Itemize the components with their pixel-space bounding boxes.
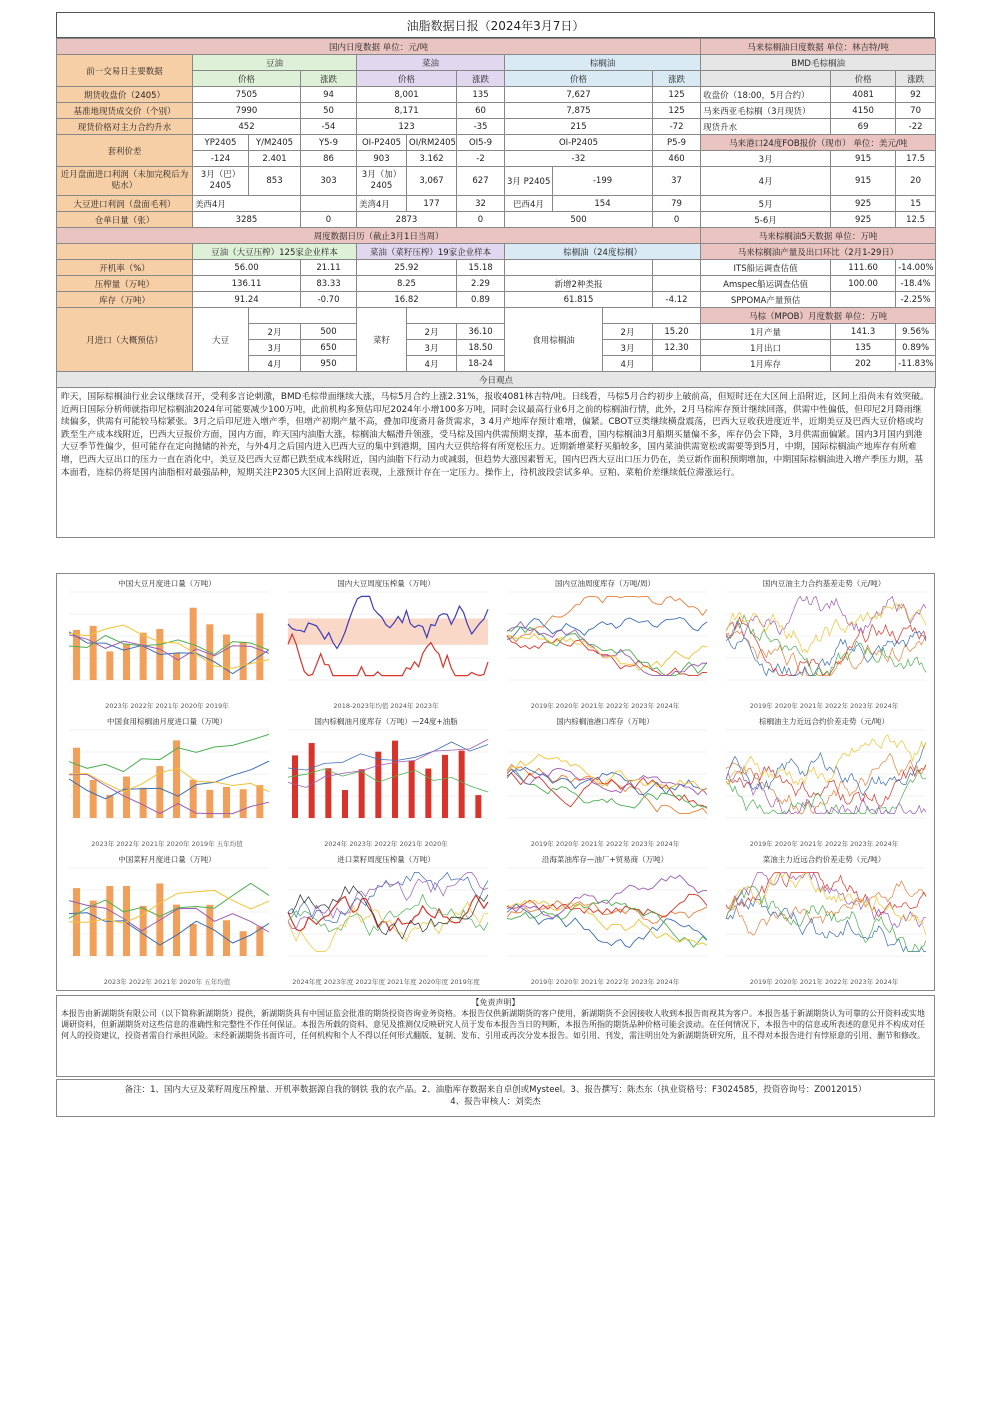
- fob-row-price: 915: [831, 151, 896, 167]
- palm-basis: 7,875: [505, 103, 653, 119]
- fob-row-label: 5月: [701, 196, 831, 212]
- bar: [206, 905, 213, 956]
- disclaimer: [56, 995, 935, 1077]
- chart-legend: 2023年 2022年 2021年 2020年 五年均值: [103, 978, 231, 986]
- export-row-v2: -14.00%: [896, 260, 936, 276]
- weekly-row-label: 压榨量（万吨）: [57, 276, 193, 292]
- soy-spread-val: 86: [301, 151, 357, 167]
- weekly-soy-chg: -0.70: [301, 292, 357, 308]
- rape-basis: 8,171: [357, 103, 457, 119]
- import-soy-val: 950: [301, 356, 357, 372]
- bar: [173, 740, 180, 818]
- palm-spread-name: P5-9: [653, 135, 701, 151]
- report-title: 油脂数据日报（2024年3月7日）: [56, 12, 935, 38]
- series-line: [726, 604, 926, 653]
- chart-panel: [278, 852, 494, 988]
- rape-profit-month: 3月（加）2405: [357, 167, 407, 196]
- weekly-rape-chg: 0.89: [457, 292, 505, 308]
- chart-legend: 2024年 2023年 2022年 2021年 2020年: [324, 840, 448, 848]
- chart-title: 中国菜籽月度进口量（万吨）: [118, 855, 216, 864]
- rape-futures: 8,001: [357, 87, 457, 103]
- fob-row-price: 925: [831, 196, 896, 212]
- malaysia-header: 马来棕榈油日度数据 单位：林吉特/吨: [701, 39, 936, 55]
- soy-profit-month: 3月（巴）2405: [193, 167, 249, 196]
- bar: [90, 780, 97, 818]
- series-line: [507, 618, 707, 640]
- weekly-rape-val: 8.25: [357, 276, 457, 292]
- bar: [342, 790, 348, 818]
- import-label: 月进口（大概预估）: [57, 308, 193, 372]
- weekly-header: 周度数据日历（截止3月1日当周）: [57, 228, 701, 244]
- chart-plot: [497, 588, 711, 692]
- chart-panel: [497, 576, 713, 712]
- import-rape-val: 18.50: [457, 340, 505, 356]
- weekly-soy-chg: 21.11: [301, 260, 357, 276]
- fob-header: 马来港口24度FOB报价（现市） 单位：美元/吨: [701, 135, 936, 151]
- weekly-blank: [57, 244, 193, 260]
- bmd-row-label: 马来西亚毛棕榈（3月现货）: [701, 103, 831, 119]
- chart-title: 沿海菜油库存—油厂+贸易商（万吨）: [541, 855, 669, 864]
- weekly-palm-val: 新增2种类报: [505, 276, 653, 292]
- bar: [73, 748, 80, 818]
- mpob-row-v2: -11.83%: [896, 356, 936, 372]
- export-row-label: Amspec船运调查估值: [701, 276, 831, 292]
- rape-futures-chg: 135: [457, 87, 505, 103]
- weekly-row-label: 开机率（%）: [57, 260, 193, 276]
- palm-spot: 215: [505, 119, 653, 135]
- prev-day-label: 前一交易日主要数据: [57, 55, 193, 87]
- palm-bean-val: 154: [553, 196, 653, 212]
- soy-warehouse: 3285: [193, 212, 301, 228]
- chart-title: 中国大豆月度进口量（万吨）: [118, 579, 216, 588]
- chart-title: 国内豆油主力合约基差走势（元/吨）: [762, 579, 886, 588]
- chart-panel: [716, 852, 932, 988]
- chart-legend: 2019年 2020年 2021年 2022年 2023年 2024年: [749, 840, 899, 848]
- bmd-row-label: 现货升水: [701, 119, 831, 135]
- bmd-row-price: 4150: [831, 103, 896, 119]
- weekly-palm-chg: [653, 260, 701, 276]
- series-line: [726, 765, 926, 806]
- bmd-price-col: 价格: [831, 71, 896, 87]
- rape-spot: 123: [357, 119, 457, 135]
- rape-header: 菜油: [357, 55, 505, 71]
- weekly-palm-val: 61.815: [505, 292, 653, 308]
- weekly-rape-val: 16.82: [357, 292, 457, 308]
- mpob-row-v1: 135: [831, 340, 896, 356]
- palm-spread-val: 460: [653, 151, 701, 167]
- soy-spread-name: Y/M2405: [249, 135, 301, 151]
- weekly-soy-header: 豆油（大豆压榨）125家企业样本: [193, 244, 357, 260]
- import-soy-name: 大豆: [193, 308, 249, 372]
- import-profit-label: 近月盘面进口利润（未加完税后为贴水）: [57, 167, 193, 196]
- import-rape-val: 36.10: [457, 324, 505, 340]
- mpob-row-v1: 202: [831, 356, 896, 372]
- bar: [240, 642, 247, 680]
- chart-plot: [497, 864, 711, 968]
- import-palm-month: 4月: [603, 356, 653, 372]
- soy-basis: 7990: [193, 103, 301, 119]
- series-line: [69, 635, 269, 660]
- palm-profit-val: -199: [553, 167, 653, 196]
- import-rape-month: 3月: [407, 340, 457, 356]
- mpob-row-label: 1月出口: [701, 340, 831, 356]
- notes-line-1: 备注：1、国内大豆及菜籽周度压榨量、开机率数据源自我的钢铁 我的农产品。2、油脂库存数据来自卓创或Mysteel。3、报告撰写：陈杰东（执业资格号：F3024585，投资咨询号：Z0012015）: [124, 1085, 867, 1095]
- chart-title: 菜油主力近远合约价差走势（元/吨）: [762, 855, 886, 864]
- futures-close-label: 期货收盘价（2405）: [57, 87, 193, 103]
- bar: [292, 755, 298, 818]
- import-soy-month: 4月: [249, 356, 301, 372]
- chart-legend: 2019年 2020年 2021年 2022年 2023年 2024年: [530, 702, 680, 710]
- fob-row-label: 5-6月: [701, 212, 831, 228]
- chart-plot: [497, 726, 711, 830]
- weekly-soy-val: 91.24: [193, 292, 301, 308]
- soy-warehouse-chg: 0: [301, 212, 357, 228]
- rape-spread-val: -2: [457, 151, 505, 167]
- chart-panel: [497, 852, 713, 988]
- chart-panel: [278, 714, 494, 850]
- export-row-label: ITS船运调查估值: [701, 260, 831, 276]
- import-rape-month: 2月: [407, 324, 457, 340]
- export-row-label: SPPOMA产量预估: [701, 292, 831, 308]
- soy-bean-chg: [301, 196, 357, 212]
- disclaimer-title: 【免责声明】: [471, 998, 520, 1007]
- notes: [56, 1079, 935, 1117]
- bar: [240, 789, 247, 818]
- soy-spot: 452: [193, 119, 301, 135]
- bar: [106, 651, 113, 680]
- bar: [190, 924, 197, 956]
- fob-row-price: 915: [831, 167, 896, 196]
- series-line: [69, 883, 269, 918]
- chart-plot: [716, 726, 930, 830]
- chart-panel: [59, 576, 275, 712]
- series-line: [69, 768, 269, 791]
- bar: [475, 795, 481, 818]
- import-rape-val: 18-24: [457, 356, 505, 372]
- palm-futures: 7,627: [505, 87, 653, 103]
- import-rape-month: 4月: [407, 356, 457, 372]
- weekly-palm-header: 棕榈油（24度棕榈）: [505, 244, 701, 260]
- bar: [140, 633, 147, 680]
- chart-title: 棕榈油主力近远合约价差走势（元/吨）: [758, 717, 890, 726]
- export-header: 马来棕榈油5天数据 单位：万吨: [701, 228, 936, 244]
- series-line: [69, 632, 269, 674]
- import-rape-name: 菜籽: [357, 308, 407, 372]
- chart-legend: 2019年 2020年 2021年 2022年 2023年 2024年: [530, 840, 680, 848]
- palm-bean-chg: 79: [653, 196, 701, 212]
- spread-label: 套利价差: [57, 135, 193, 167]
- series-line: [288, 872, 488, 928]
- market-commentary: 昨天，国际棕榈油行业会议继续召开，受利多言论刺激，BMD毛棕带面继续大涨，马棕5月合约上涨2.31%，报收4081林吉特/吨。日线看，马棕5月合约初步上破前高，但短时还在大区间上沿附近，区间上沿尚未有效突破。近两日国际分析师就指印尼棕榈油2024年可能要减少100万吨，此前机构多预估印尼2024年小增100多万吨，同时会议最高行业6月之前的棕榈油行情，此外，2月马棕库存预计继续回落，供需中性偏低，但印尼2月降雨继续偏多，供需有可能较马棕紧张。3月之后印尼进入增产季，但增产初期产量不高，叠加印度斋月备货需求，3 4月产地库存预计难增，偏紧。CBOT豆类继续横盘震荡，巴西大豆收获进度近半，近期美豆及巴西大豆价格或均跌至生产成本线附近，巴西大豆报价方面，国内方面，昨天国内油脂大涨，棕榈油大幅滑升领涨，受马棕及国内供需预期支撑，基本面看，国内棕榈油3月船期买量偏不多，库存仍会下降，3月供需面偏紧。国内3月国内到港大豆季节性偏少，但可能存在定向抛储的补充，与外4月之后国内进入巴西大豆的集中到港期，国内大豆供给将有所宽松压力。近期新增菜籽买船较多，国内菜油供需宽松或需要等到5月，中期，国际棕榈油产地库存有所难增，巴西大豆出口的压力一直在消化中，美豆及巴西大豆都已跌至成本线附近，国内油脂下行动力或减弱，但趋势大涨因素暂无，国内巴西大豆出口压力仍在，美豆新作面积预期增加，中期国际棕榈油进入增产季压力期，基本面看，连棕仍将是国内油脂相对最强品种，短期关注P2305大区间上沿附近表现，上涨预计存在一定压力。操作上，待机波段尝试多单。豆粕、菜粕价差继续低位滞涨运行。: [56, 388, 935, 538]
- weekly-row-label: 库存（万吨）: [57, 292, 193, 308]
- palm-spread-name: OI-P2405: [505, 135, 653, 151]
- chart-panel: [716, 576, 932, 712]
- palm-warehouse-chg: 0: [653, 212, 701, 228]
- weekly-palm-chg: -4.12: [653, 292, 701, 308]
- export-row-v1: [831, 292, 896, 308]
- chart-plot: [716, 588, 930, 692]
- import-palm-name: 食用棕榈油: [505, 308, 603, 372]
- mpob-row-v2: 0.89%: [896, 340, 936, 356]
- series-line: [288, 895, 488, 936]
- soy-profit-chg: 303: [301, 167, 357, 196]
- soy-spread-val: 2.401: [249, 151, 301, 167]
- chart-title: 中国食用棕榈油月度进口量（万吨）: [107, 717, 227, 726]
- palm-bean-origin: 巴西4月: [505, 196, 553, 212]
- range-band: [288, 618, 488, 644]
- series-line: [507, 634, 707, 670]
- rape-profit-chg: 627: [457, 167, 505, 196]
- soy-change-col: 涨跌: [301, 71, 357, 87]
- warehouse-label: 仓单日量（张）: [57, 212, 193, 228]
- bar: [173, 905, 180, 956]
- rape-spread-name: OI5-9: [457, 135, 505, 151]
- soy-header: 豆油: [193, 55, 357, 71]
- fob-row-change: 12.5: [896, 212, 936, 228]
- series-line: [288, 872, 488, 922]
- chart-plot: [278, 864, 492, 968]
- bmd-row-label: 收盘价（18:00，5月合约）: [701, 87, 831, 103]
- palm-spot-chg: -72: [653, 119, 701, 135]
- bar: [459, 751, 465, 818]
- palm-warehouse: 500: [505, 212, 653, 228]
- chart-plot: [59, 588, 273, 692]
- chart-title: 国内棕榈油港口库存（万吨）: [556, 717, 654, 726]
- bar: [425, 769, 431, 818]
- rape-change-col: 涨跌: [457, 71, 505, 87]
- chart-plot: [278, 588, 492, 692]
- soy-spread-name: Y5-9: [301, 135, 357, 151]
- chart-title: 国内豆油周度库存（万吨/周）: [554, 579, 656, 588]
- chart-title: 进口菜籽周度压榨量（万吨）: [337, 855, 435, 864]
- mpob-row-label: 1月库存: [701, 356, 831, 372]
- chart-panel: [497, 714, 713, 850]
- spot-basis-label: 现货价格对主力合约升水: [57, 119, 193, 135]
- mpob-row-v1: 141.3: [831, 324, 896, 340]
- rape-spread-val: 903: [357, 151, 407, 167]
- mpob-row-label: 1月产量: [701, 324, 831, 340]
- rape-warehouse: 2873: [357, 212, 457, 228]
- series-line: [288, 886, 488, 939]
- fob-row-label: 4月: [701, 167, 831, 196]
- weekly-soy-val: 136.11: [193, 276, 301, 292]
- rape-bean-origin: 美湾4月: [357, 196, 407, 212]
- soy-basis-chg: 50: [301, 103, 357, 119]
- chart-plot: [278, 726, 492, 830]
- bmd-row-change: 70: [896, 103, 936, 119]
- soy-spot-chg: -54: [301, 119, 357, 135]
- soy-futures: 7505: [193, 87, 301, 103]
- chart-panel: [59, 852, 275, 988]
- weekly-palm-val: [505, 260, 653, 276]
- chart-plot: [59, 864, 273, 968]
- palm-header: 棕榈油: [505, 55, 701, 71]
- rape-spread-name: OI-P2405: [357, 135, 407, 151]
- weekly-rape-header: 菜油（菜籽压榨）19家企业样本: [357, 244, 505, 260]
- chart-legend: 2024年度 2023年度 2022年度 2021年度 2020年度 2019年度: [292, 978, 480, 986]
- series-line: [288, 742, 488, 770]
- weekly-soy-val: 56.00: [193, 260, 301, 276]
- bmd-change-col: 涨跌: [896, 71, 936, 87]
- series-line: [726, 631, 926, 675]
- import-soy-val: 500: [301, 324, 357, 340]
- export-row-v2: -2.25%: [896, 292, 936, 308]
- series-line: [507, 626, 707, 675]
- fob-row-change: 20: [896, 167, 936, 196]
- palm-change-col: 涨跌: [653, 71, 701, 87]
- fob-row-label: 3月: [701, 151, 831, 167]
- import-palm-val: 15.20: [653, 324, 701, 340]
- soy-spread-val: -124: [193, 151, 249, 167]
- series-line: [726, 615, 926, 676]
- export-row-v1: 111.60: [831, 260, 896, 276]
- bar: [392, 741, 398, 818]
- soy-spread-name: YP2405: [193, 135, 249, 151]
- soy-futures-chg: 94: [301, 87, 357, 103]
- series-line: [726, 899, 926, 952]
- series-line: [69, 734, 269, 771]
- weekly-palm-chg: [653, 276, 701, 292]
- bar: [375, 752, 381, 818]
- chart-grid: [56, 573, 935, 991]
- import-soy-month: 3月: [249, 340, 301, 356]
- bar: [409, 761, 415, 818]
- rape-basis-chg: 60: [457, 103, 505, 119]
- soy-price-col: 价格: [193, 71, 301, 87]
- bar: [359, 769, 365, 818]
- palm-futures-chg: 125: [653, 87, 701, 103]
- series-line: [726, 886, 926, 952]
- bar: [106, 795, 113, 818]
- bar: [140, 788, 147, 818]
- series-line: [69, 901, 269, 932]
- chart-panel: [278, 576, 494, 712]
- palm-price-col: 价格: [505, 71, 653, 87]
- chart-title: 国内大豆周度压榨量（万吨）: [337, 579, 435, 588]
- rape-bean-val: 177: [407, 196, 457, 212]
- export-sub: 马来棕榈油产量及出口环比（2月1-29日）: [701, 244, 936, 260]
- domestic-header: 国内日度数据 单位：元/吨: [57, 39, 701, 55]
- import-palm-val: 12.30: [653, 340, 701, 356]
- bmd-row-change: -22: [896, 119, 936, 135]
- report-page: [56, 12, 935, 538]
- series-line: [726, 617, 926, 675]
- chart-legend: 2019年 2020年 2021年 2022年 2023年 2024年: [749, 978, 899, 986]
- chart-plot: [716, 864, 930, 968]
- chart-legend: 2019年 2020年 2021年 2022年 2023年 2024年: [749, 702, 899, 710]
- bmd-blank: [701, 71, 831, 87]
- export-row-v2: -18.4%: [896, 276, 936, 292]
- series-line: [726, 872, 926, 918]
- bar: [223, 635, 230, 680]
- series-line: [69, 625, 269, 668]
- series-line: [507, 765, 707, 814]
- palm-profit-chg: 37: [653, 167, 701, 196]
- weekly-soy-chg: 83.33: [301, 276, 357, 292]
- weekly-rape-chg: 15.18: [457, 260, 505, 276]
- rape-price-col: 价格: [357, 71, 457, 87]
- chart-panel: [59, 714, 275, 850]
- import-palm-month: 2月: [603, 324, 653, 340]
- chart-legend: 2023年 2022年 2021年 2020年 2019年 五年均值: [91, 840, 243, 848]
- weekly-rape-val: 25.92: [357, 260, 457, 276]
- bmd-row-price: 4081: [831, 87, 896, 103]
- rape-spot-chg: -35: [457, 119, 505, 135]
- rape-bean-chg: 32: [457, 196, 505, 212]
- fob-row-change: 17.5: [896, 151, 936, 167]
- import-palm-val: [653, 356, 701, 372]
- chart-legend: 2019年 2020年 2021年 2022年 2023年 2024年: [530, 978, 680, 986]
- series-line: [726, 770, 926, 814]
- series-line: [507, 622, 707, 676]
- rape-spread-val: 3.162: [407, 151, 457, 167]
- mpob-header: 马棕（MPOB）月度数据 单位：万吨: [701, 308, 936, 324]
- bar: [240, 931, 247, 956]
- bar: [90, 901, 97, 956]
- import-soy-month: 2月: [249, 324, 301, 340]
- weekly-rape-chg: 2.29: [457, 276, 505, 292]
- rape-warehouse-chg: 0: [457, 212, 505, 228]
- chart-plot: [59, 726, 273, 830]
- soy-profit-val: 853: [249, 167, 301, 196]
- bar: [309, 743, 315, 818]
- basis-trade-label: 基准地现货成交价（个别）: [57, 103, 193, 119]
- chart-legend: 2018-2023年均值 2024年 2023年: [333, 702, 439, 710]
- rape-spread-name: OI/RM2405: [407, 135, 457, 151]
- series-line: [507, 769, 707, 795]
- palm-spread-val: -32: [505, 151, 653, 167]
- bmd-header: BMD毛棕榈油: [701, 55, 936, 71]
- import-palm-month: 3月: [603, 340, 653, 356]
- bmd-row-price: 69: [831, 119, 896, 135]
- notes-line-2: 4、报告审核人：刘奕杰: [450, 1097, 541, 1107]
- mpob-row-v2: 9.56%: [896, 324, 936, 340]
- export-row-v1: 100.00: [831, 276, 896, 292]
- rape-profit-val: 3,067: [407, 167, 457, 196]
- chart-legend: 2023年 2022年 2021年 2020年 2019年: [105, 702, 229, 710]
- series-line: [69, 913, 269, 945]
- series-line: [726, 735, 926, 785]
- bar: [442, 755, 448, 818]
- bar: [140, 906, 147, 956]
- palm-basis-chg: 125: [653, 103, 701, 119]
- fob-row-price: 925: [831, 212, 896, 228]
- soy-bean-origin: 美西4月: [193, 196, 301, 212]
- daily-data-table: [56, 38, 936, 388]
- bmd-row-change: 92: [896, 87, 936, 103]
- chart-title: 国内棕榈油月度库存（万吨）—24度+油脂: [314, 717, 458, 726]
- view-header: 今日观点: [57, 372, 936, 388]
- bar: [256, 785, 263, 818]
- series-line: [726, 596, 926, 639]
- chart-panel: [716, 714, 932, 850]
- import-soy-val: 650: [301, 340, 357, 356]
- fob-row-change: 15: [896, 196, 936, 212]
- bean-profit-label: 大豆进口利润（盘面毛利）: [57, 196, 193, 212]
- disclaimer-text: 本报告由新湖期货有限公司（以下简称新湖期货）提供，新湖期货具有中国证监会批准的期货投资咨询业务资格。本报告仅供新湖期货的客户使用，新湖期货不会因接收人收到本报告而视其为客户。本报告基于新湖期货认为可靠的公开资料或实地调研资料，但新湖期货对这些信息的准确性和完整性不作任何保证。本报告所载的资料、意见及推测仅反映研究人员于发布本报告当日的判断，本报告所指的期货品种价格可能会波动。在任何情况下，本报告中的信息或所表述的意见并不构成对任何人的投资建议，投资者需自行承担风险。未经新湖期货书面许可，任何机构和个人不得以任何形式翻版、复制、发布、引用或再次分发本报告。如引用、刊发，需注明出处为新湖期货研究所，且不得对本报告进行有悖原意的引用、删节和修改。: [61, 1009, 925, 1040]
- palm-profit-month: 3月 P2405: [505, 167, 553, 196]
